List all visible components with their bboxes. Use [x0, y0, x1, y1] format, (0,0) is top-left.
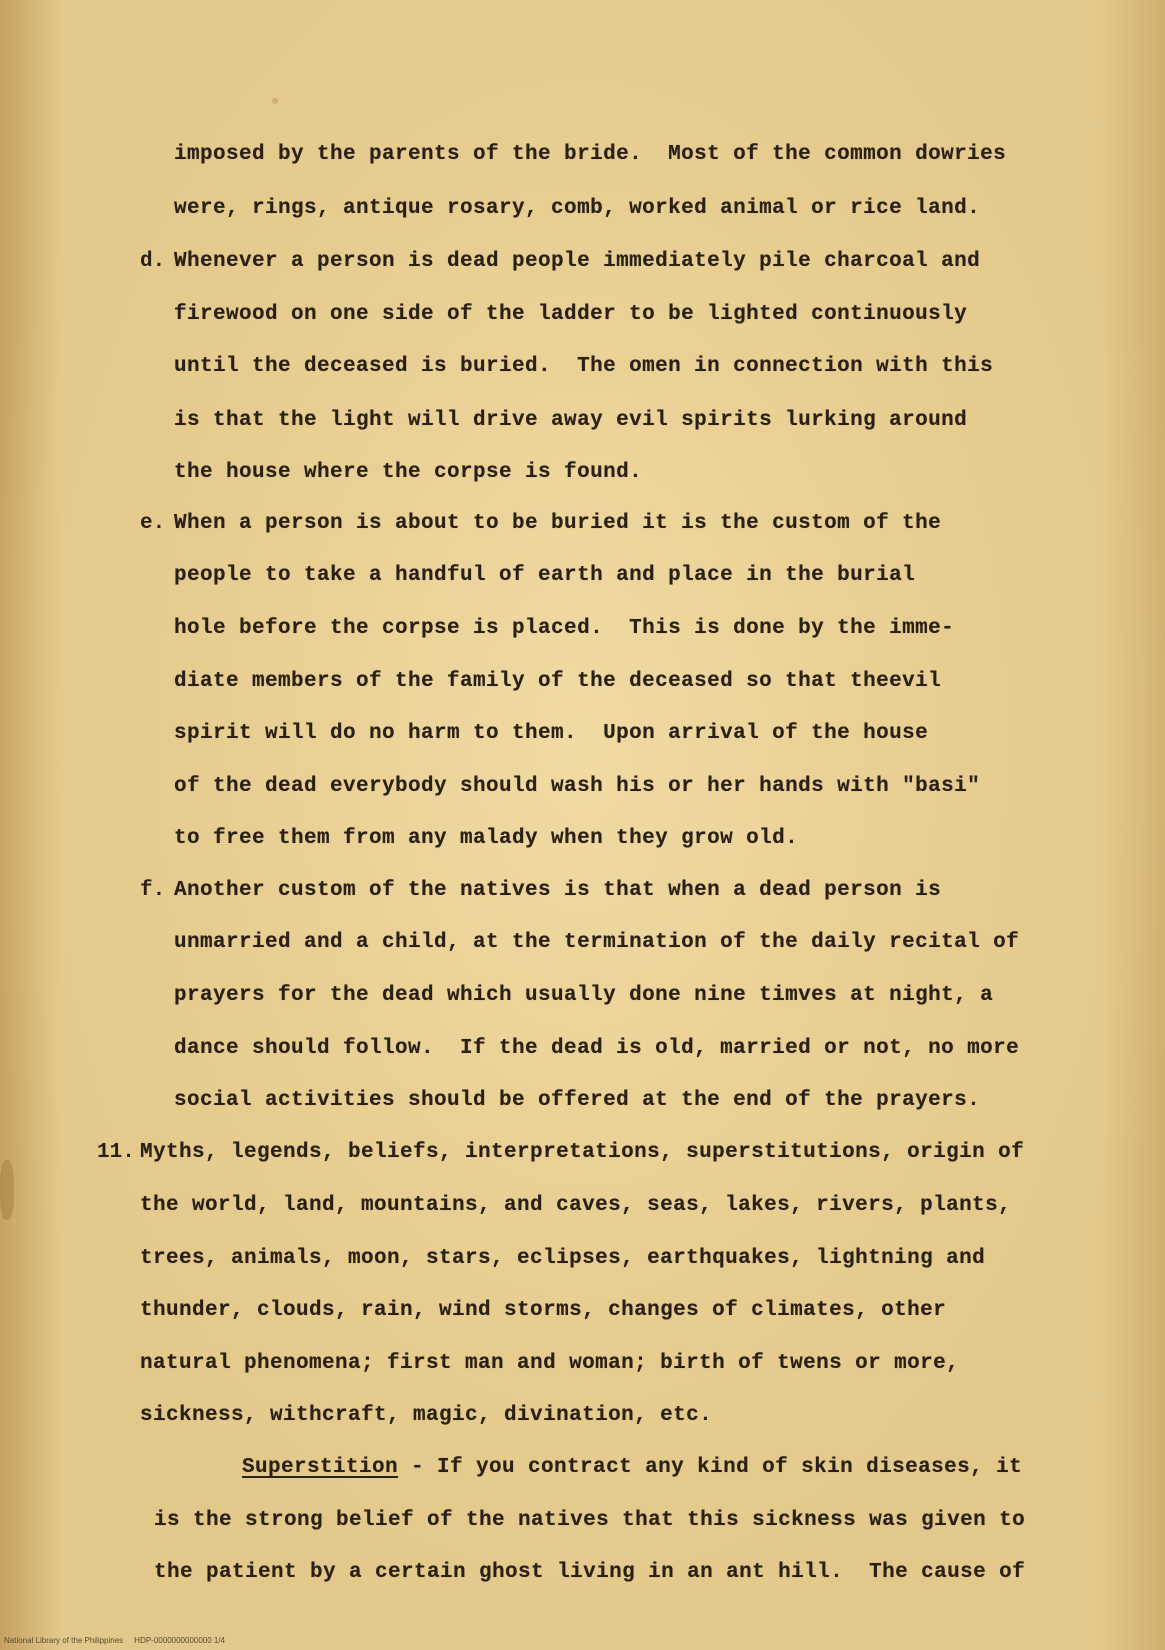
list-marker-f: f.	[140, 879, 166, 902]
archive-footer: National Library of the Philippines HDP-0000000000000 1/4	[4, 1636, 226, 1645]
body-line: Another custom of the natives is that when a dead person is	[174, 879, 942, 902]
body-line: the world, land, mountains, and caves, seas, lakes, rivers, plants,	[140, 1194, 1012, 1217]
list-marker-d: d.	[140, 250, 166, 273]
body-line: sickness, withcraft, magic, divination, etc.	[140, 1404, 713, 1427]
body-line: is that the light will drive away evil spirits lurking around	[174, 409, 968, 432]
body-line: to free them from any malady when they grow old.	[174, 827, 799, 850]
body-line: Myths, legends, beliefs, interpretations, superstitutions, origin of	[140, 1141, 1025, 1164]
body-line: firewood on one side of the ladder to be lighted continuously	[174, 303, 968, 326]
body-line: dance should follow. If the dead is old, married or not, no more	[174, 1037, 1020, 1060]
body-line: hole before the corpse is placed. This is done by the imme-	[174, 617, 955, 640]
body-line: the house where the corpse is found.	[174, 461, 643, 484]
body-line: diate members of the family of the deceased so that theevil	[174, 670, 942, 693]
body-line: were, rings, antique rosary, comb, worked animal or rice land.	[174, 197, 981, 220]
body-line: imposed by the parents of the bride. Most of the common dowries	[174, 143, 1007, 166]
body-line: thunder, clouds, rain, wind storms, changes of climates, other	[140, 1299, 947, 1322]
superstition-paragraph-start	[242, 1457, 1022, 1478]
superstition-heading: Superstition	[242, 1456, 399, 1479]
body-line: unmarried and a child, at the termination of the daily recital of	[174, 931, 1020, 954]
body-line: trees, animals, moon, stars, eclipses, earthquakes, lightning and	[140, 1247, 986, 1270]
body-line: of the dead everybody should wash his or her hands with "basi"	[174, 775, 981, 798]
body-line: the patient by a certain ghost living in an ant hill. The cause of	[154, 1561, 1026, 1584]
body-line: spirit will do no harm to them. Upon arrival of the house	[174, 722, 929, 745]
list-marker-e: e.	[140, 512, 166, 535]
body-line: is the strong belief of the natives that this sickness was given to	[154, 1509, 1026, 1532]
body-line: - If you contract any kind of skin diseases, it	[398, 1456, 1023, 1479]
section-number-11: 11.	[97, 1141, 135, 1164]
body-line: prayers for the dead which usually done nine timves at night, a	[174, 984, 994, 1007]
body-line: people to take a handful of earth and place in the burial	[174, 564, 916, 587]
body-line: social activities should be offered at the end of the prayers.	[174, 1089, 981, 1112]
body-line: When a person is about to be buried it is the custom of the	[174, 512, 942, 535]
body-line: Whenever a person is dead people immediately pile charcoal and	[174, 250, 981, 273]
body-line: until the deceased is buried. The omen in connection with this	[174, 355, 994, 378]
paper-stain	[0, 1160, 14, 1220]
paper-stain	[272, 98, 278, 104]
body-line: natural phenomena; first man and woman; birth of twens or more,	[140, 1352, 960, 1375]
